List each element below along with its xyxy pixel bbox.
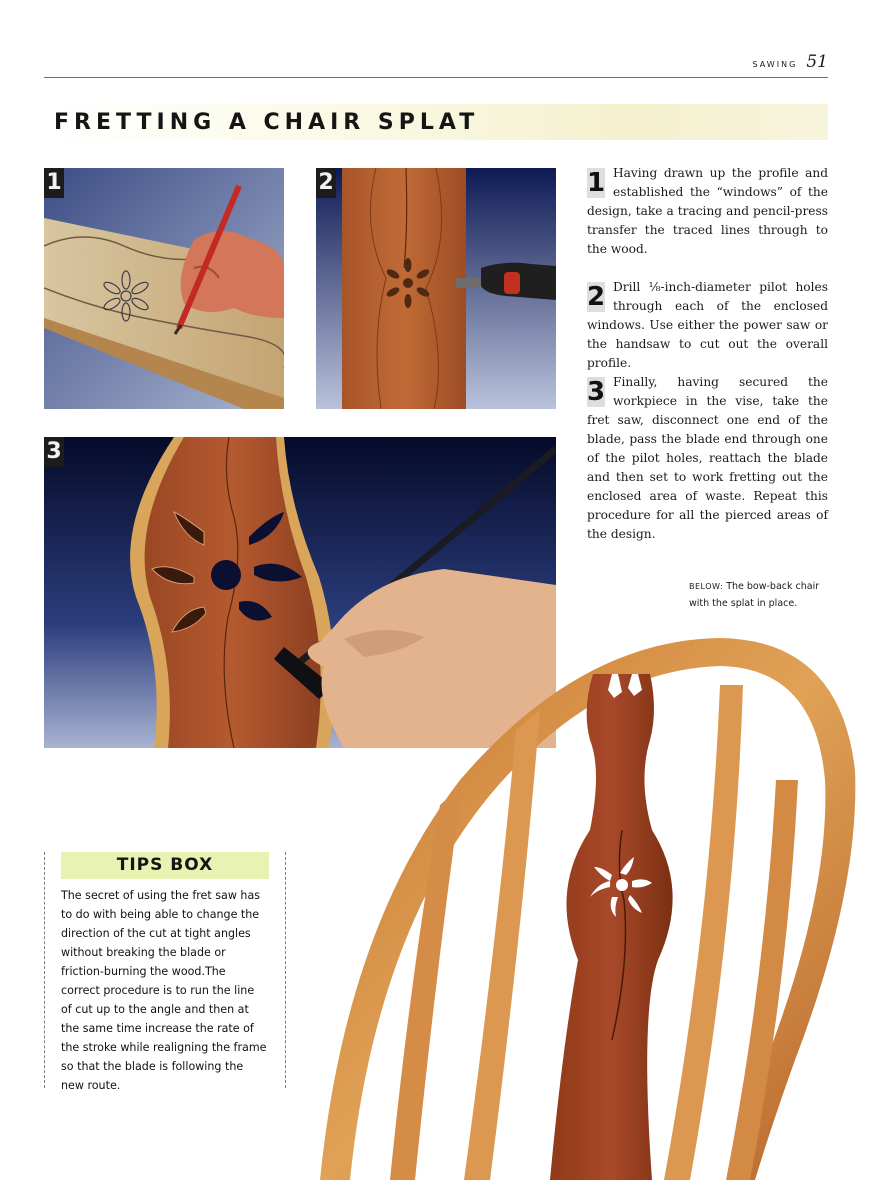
step-3-number: 3 xyxy=(587,377,606,407)
tips-body: The secret of using the fret saw has to do with being able to change the direction of the cut at tight angles without breaking the blade or friction-burning the wood.The correct procedure is to run the line of cut up to the angle and then at the same time increase the rate of the stroke while realigning the frame so that the blade is following the new route. xyxy=(61,889,267,1092)
caption-text: The bow-back chair with the splat in place. xyxy=(689,581,820,609)
chair-caption xyxy=(689,578,839,612)
running-header xyxy=(620,52,828,72)
step-2-photo xyxy=(316,168,556,409)
section-name: SAWING xyxy=(752,60,798,69)
step-3-text-block xyxy=(587,373,828,544)
chair-photo xyxy=(250,630,888,1180)
step-1-text-block xyxy=(587,164,828,259)
page-number: 51 xyxy=(806,52,828,72)
tips-box xyxy=(44,852,286,1092)
step-1-photo xyxy=(44,168,284,409)
step-2-text-block xyxy=(587,278,828,373)
step-1-photo-label: 1 xyxy=(44,168,64,198)
step-1-text: Having drawn up the profile and established the “windows” of the design, take a tracing and pencil-press transfer the traced lines through to the wood. xyxy=(587,166,828,256)
step-3-text: Finally, having secured the workpiece in the vise, take the fret saw, disconnect one end of the blade, pass the blade end through one of the pilot holes, reattach the blade and then set to work fretting out the enclosed area of waste. Repeat this procedure for all the pierced areas of the design. xyxy=(587,375,828,541)
page-title: FRETTING A CHAIR SPLAT xyxy=(54,110,480,135)
step-2-photo-label: 2 xyxy=(316,168,336,198)
step-2-text: Drill ¹⁄₈-inch-diameter pilot holes through each of the enclosed windows. Use either the power saw or the handsaw to cut out the overall profile. xyxy=(587,280,828,370)
header-rule xyxy=(44,77,828,78)
step-2-number: 2 xyxy=(587,282,606,312)
step-1-number: 1 xyxy=(587,168,606,198)
caption-lead: BELOW: xyxy=(689,582,724,591)
tips-title: TIPS BOX xyxy=(116,855,214,875)
step-3-photo-label: 3 xyxy=(44,437,64,467)
